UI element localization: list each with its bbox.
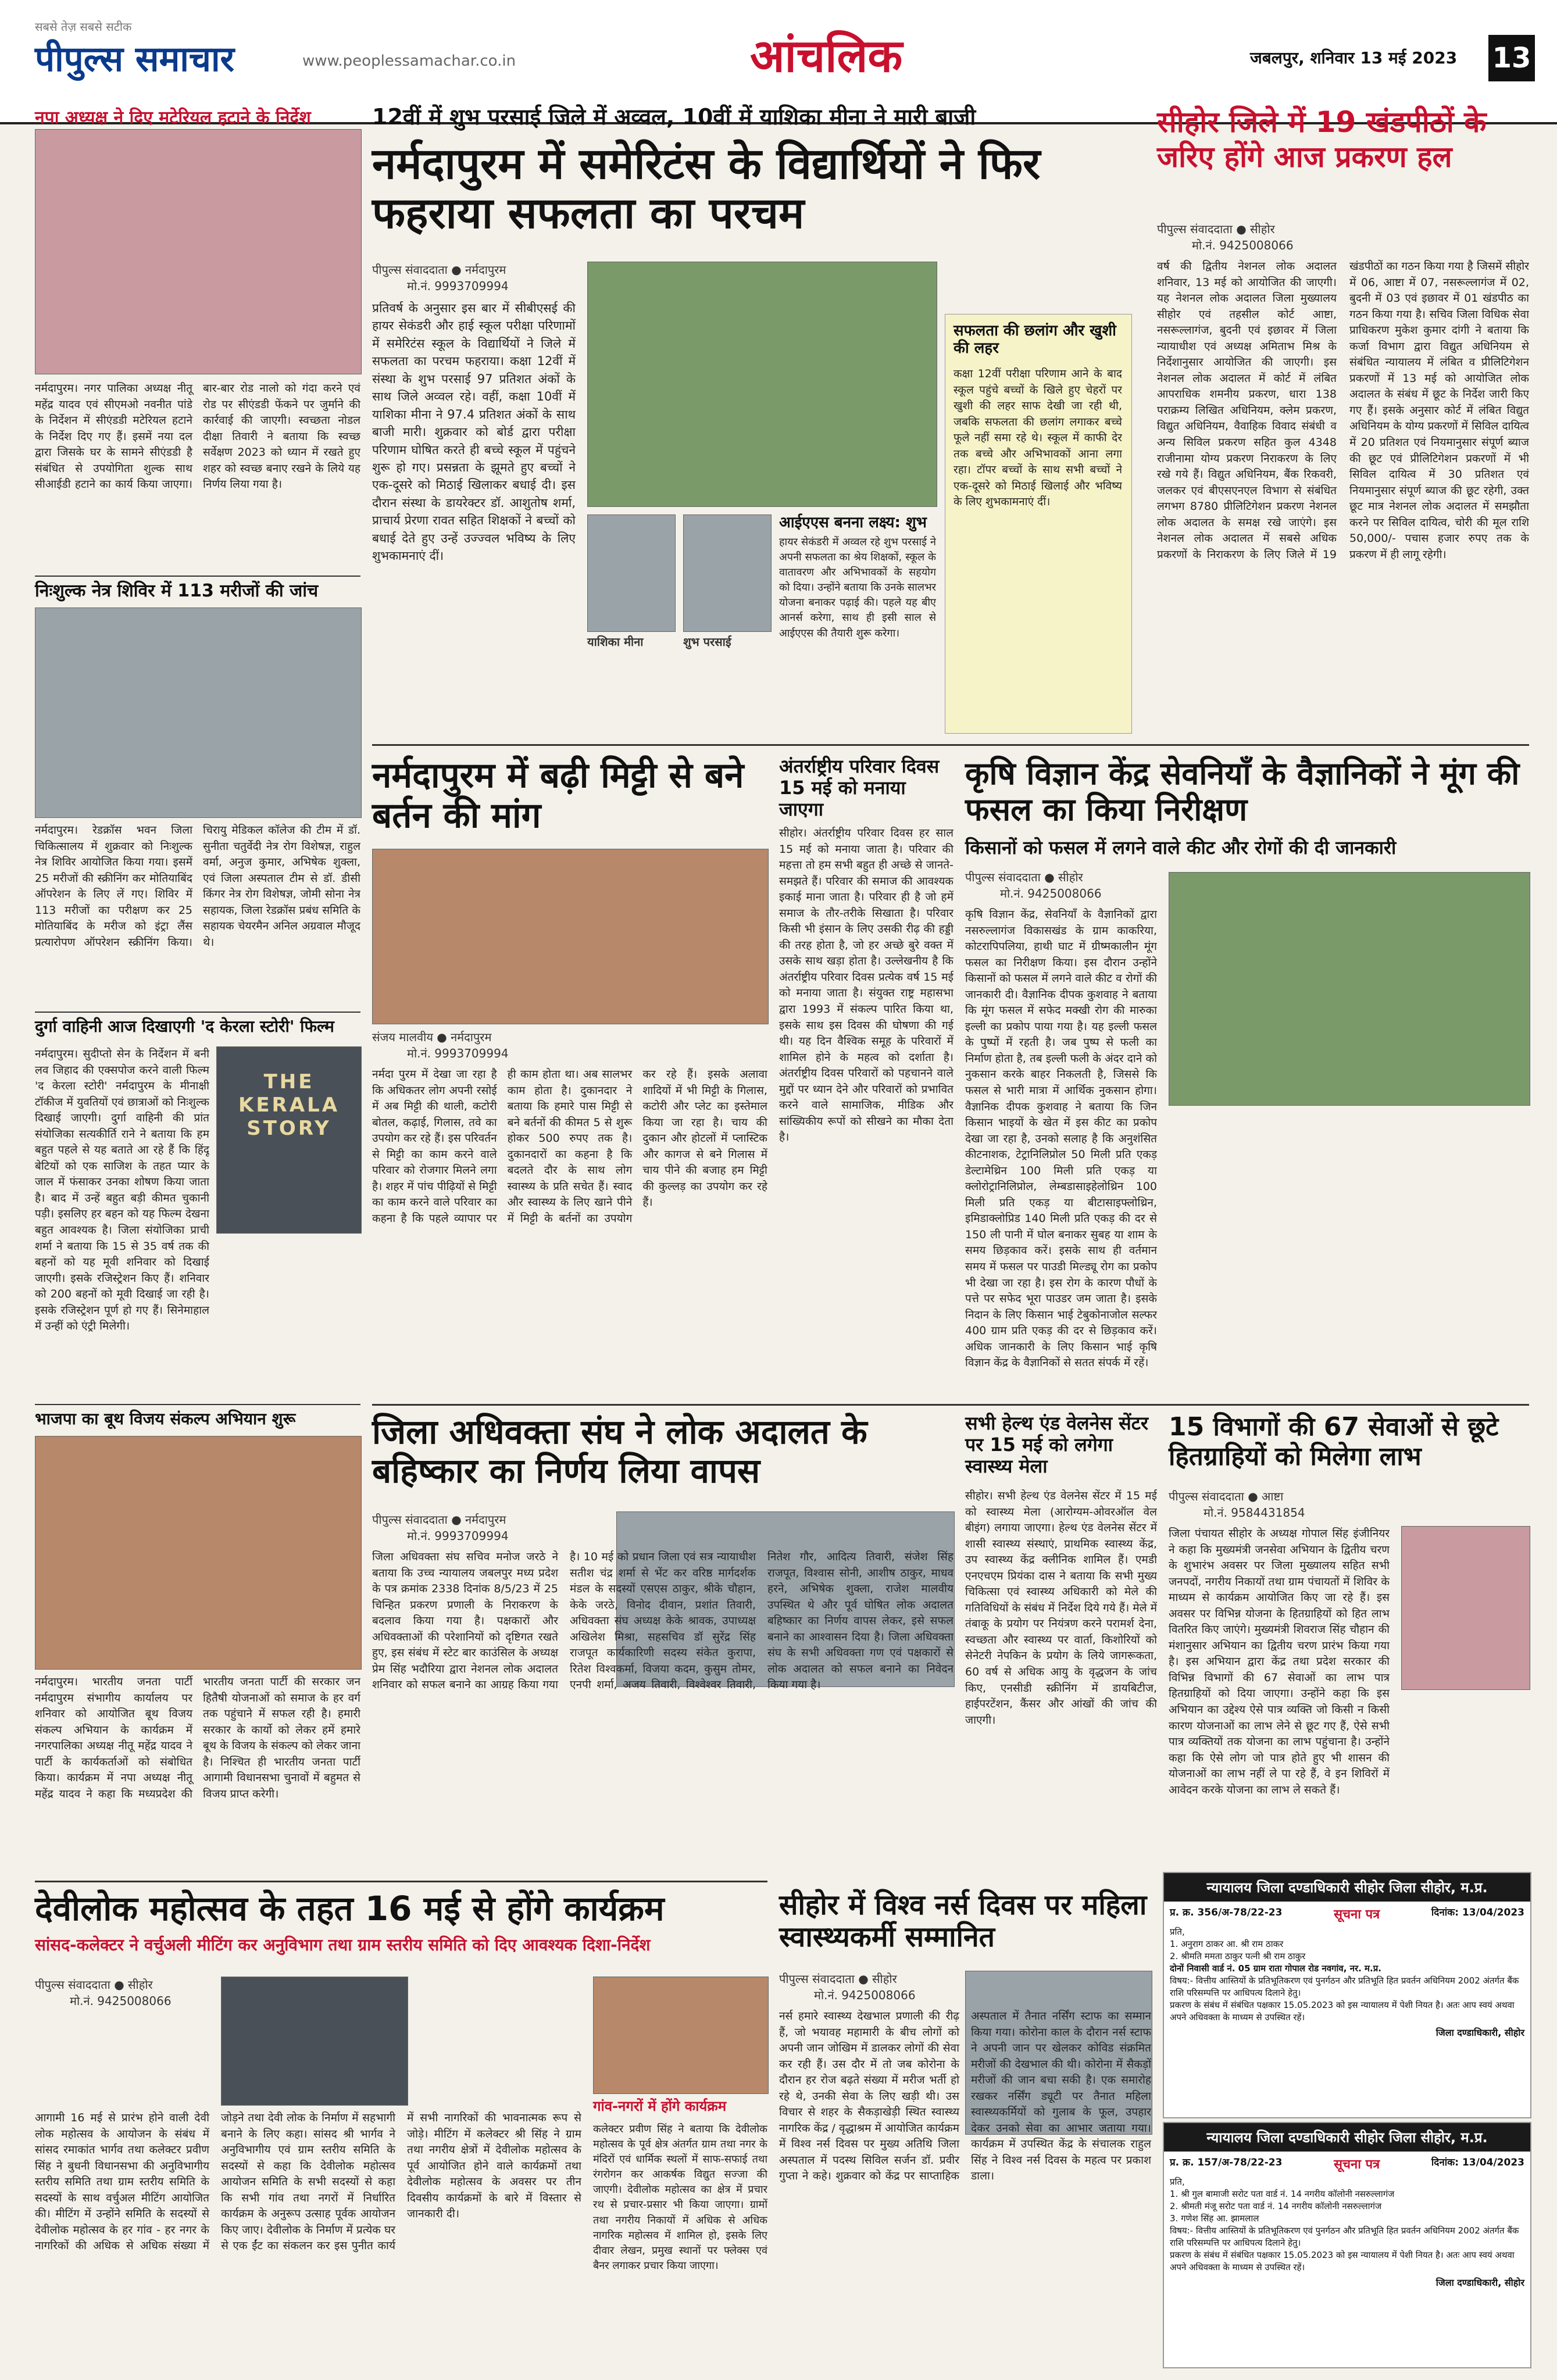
samaritans-headline: नर्मदापुरम में समेरिटंस के विद्यार्थियों ने फिर फहराया सफलता का परचम [372,139,1041,239]
shubh-box-title: आईएएस बनना लक्ष्य: शुभ [779,514,927,531]
yashika-photo [587,514,676,632]
pottery-photo [372,849,769,1024]
samaritans-kicker: 12वीं में शुभ परसाई जिले में अव्वल, 10वीं में याशिका मीना ने मारी बाजी [372,104,976,130]
notice-1-case-no: प्र. क्र. 356/अ-78/22-23 [1170,1907,1283,1918]
lawyers-headline: जिला अधिवक्ता संघ ने लोक अदालत के बहिष्कार का निर्णय लिया वापस [372,1412,867,1491]
services-byline: पीपुल्स संवाददाता ● आष्टा [1169,1489,1284,1503]
notice-line: विषय:- वित्तीय आस्तियों के प्रतिभूतिकरण एवं पुनर्गठन और प्रतिभूति हित प्रवर्तन अधिनियम 2002 अंतर्गत बैंक राशि परिसम्पत्ति पर आधिपत्य दिलाने हेतु। [1170,1975,1519,1998]
nurses-phone: मो.नं. 9425008066 [814,1988,916,2002]
notice-2-label: सूचना पत्र [1334,2157,1380,2172]
family-day-body: सीहोर। अंतर्राष्ट्रीय परिवार दिवस हर साल 15 मई को मनाया जाता है। परिवार की महत्ता तो हम सभी बहुत ही अच्छे से जानते-समझते हैं। परिवार की समाज की आवश्यक इकाई माना जाता है। परिवार ही है जो हमें समाज के तौर-तरीके सिखाता है। परिवार किसी भी इंसान के लिए उसकी रीढ़ की हड्डी की तरह होता है, जो हर अच्छे बुरे वक्त में उसके साथ खड़ा होता है। उल्लेखनीय है कि अंतर्राष्ट्रीय परिवार दिवस प्रत्येक वर्ष 15 मई को मनाया जाता है। संयुक्त राष्ट्र महासभा द्वारा 1993 में संकल्प पारित किया था, इसके साथ इस दिवस की घोषणा की गई थी। यह दिन वैश्विक समूह के परिवारों में शामिल होने के महत्व को दर्शाता है। अंतर्राष्ट्रीय दिवस परिवारों को पहचानने वाले मुद्दों पर ध्यान देने और परिवारों को प्रभावित करने वाले सामाजिक, मीडिक और सांख्यिकीय रूपों को सीखने का मौका देता है। [779,827,954,1144]
divider [35,1012,360,1013]
devlok-banner-photo [593,1977,769,2094]
notice-2-signature: जिला दण्डाधिकारी, सीहोर [1435,2277,1524,2288]
notice-line: प्रति, [1170,1927,1185,1937]
notice-line: प्रति, [1170,2177,1185,2187]
notice-line: 1. अनुराग ठाकर आ. श्री राम ठाकर [1170,1939,1284,1949]
lawyers-body: जिला अधिवक्ता संघ सचिव मनोज जरठे ने बताया कि उच्च न्यायालय जबलपुर मध्य प्रदेश के पत्र क्रमांक 2338 दिनांक 8/5/23 में 25 चिन्हित प्रकरण प्रणाली के निराकरण के बदलाव किया गया है। पक्षकारों और अधिवक्ताओं की परेशानियों को दृष्टिगत रखते हुए, इस संबंध में स्टेट बार काउंसिल के अध्यक्ष प्रेम सिंह भदौरिया द्वारा नेशनल लोक अदालत शनिवार को सफल बनाने का आग्रह किया गया है। 10 मई को प्रधान जिला एवं सत्र न्यायाधीश सतीश चंद्र शर्मा से भेंट कर वरिष्ठ मार्गदर्शक मंडल के सदस्यों एसएस ठाकुर, श्रीके चौहान, केके जरठे, विनोद दीवान, प्रशांत तिवारी, अधिवक्ता संघ अध्यक्ष केके श्रावक, उपाध्यक्ष अखिलेश मिश्रा, सहसचिव डॉ सुरेंद्र सिंह राजपूत कार्यकारिणी सदस्य संकेत कुरापा, रितेश विश्वकर्मा, विजया कदम, कुसुम तोमर, एनपी शर्मा, अजय तिवारी, विश्वेश्वर तिवारी, नितेश गौर, आदित्य तिवारी, संजेश सिंह राजपूत, विश्वास सोनी, आशीष ठाकुर, माधव हरने, अभिषेक शुक्ला, राजेश मालवीय उपस्थित थे और पूर्व घोषित लोक अदालत बहिष्कार का निर्णय वापस लेकर, इसे सफल बनाने का आश्वासन दिया है। जिला अधिवक्ता संघ के सभी अधिवक्ता गण एवं पक्षकारों से लोक अदालत को सफल बनाने का निवेदन किया गया है। [372,1550,954,1692]
notice-2-case-no: प्र. क्र. 157/अ-78/22-23 [1170,2157,1283,2168]
divider [35,576,360,577]
durga-headline: दुर्गा वाहिनी आज दिखाएगी 'द केरला स्टोरी' फिल्म [35,1017,334,1036]
notice-line: प्रकरण के संबंध में संबंधित पक्षकार 15.05.2023 को इस न्यायालय में पेशी नियत है। अतः आप स्वयं अथवा अपने अधिवक्ता के माध्यम से उपस्थित रहें। [1170,2250,1515,2272]
lawyers-phone: मो.नं. 9993709994 [407,1529,509,1543]
khandpeeth-phone: मो.नं. 9425008066 [1192,238,1294,252]
health-fair-headline: सभी हेल्थ एंड वेलनेस सेंटर पर 15 मई को लगेगा स्वास्थ्य मेला [965,1412,1148,1477]
devlok-box-body: कलेक्टर प्रवीण सिंह ने बताया कि देवीलोक महोत्सव के पूर्व क्षेत्र अंतर्गत ग्राम तथा नगर के मंदिरों एवं धार्मिक स्थलों में साफ-सफाई तथा रंगरोगन कर आकर्षक विद्युत सज्जा की जाएगी। देवीलोक महोत्सव का क्षेत्र में प्रचार रथ से प्रचार-प्रसार भी किया जाएगा। ग्रामों तथा नगरीय निकायों में अधिक से अधिक नागरिक महोत्सव में शामिल हो, इसके लिए दीवार लेखन, प्रमुख स्थानों पर फ्लेक्स एवं बैनर लगाकर प्रचार किया जाएगा। [593,2123,767,2272]
success-box-title: सफलता की छलांग और खुशी की लहर [954,322,1116,357]
samaritans-phone: मो.नं. 9993709994 [407,279,509,293]
notice-line: 1. श्री गुल बामाजी सरोट पता वार्ड नं. 14 नगरीय कॉलोनी नसरुल्लागंज [1170,2189,1395,2199]
pottery-headline: नर्मदापुरम में बढ़ी मिट्टी से बने बर्तन की मांग [372,755,744,836]
divider [372,744,1529,746]
notice-line: दोनों निवासी वार्ड नं. 05 ग्राम राता गोपाल रोड नवगांव, नर. म.प्र. [1170,1963,1381,1974]
services-phone: मो.नं. 9584431854 [1204,1506,1305,1520]
pottery-byline: संजय मालवीय ● नर्मदापुरम [372,1030,492,1044]
bjp-headline: भाजपा का बूथ विजय संकल्प अभियान शुरू [35,1409,296,1428]
krishi-byline: पीपुल्स संवाददाता ● सीहोर [965,870,1083,884]
samaritans-group-photo [587,262,937,507]
devlok-byline: पीपुल्स संवाददाता ● सीहोर [35,1978,153,1992]
eye-camp-photo [35,607,362,818]
samaritans-byline: पीपुल्स संवाददाता ● नर्मदापुरम [372,263,506,277]
lawyers-byline: पीपुल्स संवाददाता ● नर्मदापुरम [372,1513,506,1527]
notice-line: 3. गणेश सिंह आ. झामलाल [1170,2213,1259,2224]
services-headline: 15 विभागों की 67 सेवाओं से छूटे हितग्राहियों को मिलेगा लाभ [1169,1412,1499,1471]
dateline: जबलपुर, शनिवार 13 मई 2023 [1250,48,1458,67]
notice-2-date: दिनांक: 13/04/2023 [1431,2157,1524,2168]
eye-camp-body: नर्मदापुरम। रेडक्रॉस भवन जिला चिकित्सालय में शुक्रवार को निःशुल्क नेत्र शिविर आयोजित किया गया। इसमें 25 मरीजों की स्क्रीनिंग कर मोतियाबिंद ऑपरेशन के लिए लें गए। शिविर में 113 मरीजों का परीक्षण कर 25 मोतियाबिंद के मरीज को इंट्रा लैंस प्रत्यारोपण ऑपरेशन स्क्रीनिंग किया। चिरायु मेडिकल कॉलेज की टीम में डॉ. सुनीता चतुर्वेदी नेत्र रोग विशेषज्ञ, राहुल वर्मा, अनुज कुमार, अभिषेक शुक्ला, एवं जिला अस्पताल टीम से डॉ. डीसी किंगर नेत्र रोग विशेषज्ञ, जोमी सोना नेत्र सहायक, जिला रेडक्रॉस प्रबंध समिति के सहायक चेयरमैन अनिल अग्रवाल मौजूद थे। [35,824,360,949]
khandpeeth-body: वर्ष की द्वितीय नेशनल लोक अदालत शनिवार, 13 मई को आयोजित की जाएगी। यह नेशनल लोक अदालत जिला मुख्यालय सीहोर एवं तहसील कोर्ट आष्टा, नसरूल्लागंज, बुदनी एवं इछावर में जिला न्यायाधीश एवं अध्यक्ष अमिताभ मिश्र के निर्देशानुसार आयोजित की जाएगी। इस नेशनल लोक अदालत में कोर्ट में लंबित आपराधिक शमनीय प्रकरण, धारा 138 पराक्रम्य लिखित अधिनियम, क्लेम प्रकरण, विद्युत अधिनियम, वैवाहिक विवाद संबंधी व अन्य सिविल प्रकरण सहित कुल 4348 राजीनामा योग्य प्रकरण निराकरण के लिए रखे गये हैं। विद्युत अधिनियम, बैंक रिकवरी, जलकर एवं बीएसएनएल विभाग से संबंधित लगभग 8780 प्रीलिटिगेशन प्रकरण नेशनल लोक अदालत के समक्ष रखे जाएंगे। इस नेशनल लोक अदालत में सबसे अधिक प्रकरणों के निराकरण के लिए जिले में 19 खंडपीठों का गठन किया गया है जिसमें सीहोर में 06, आष्टा में 07, नसरूल्लागंज में 02, बुदनी में 03 एवं इछावर में 01 खंडपीठ का गठन किया गया है। सचिव जिला विधिक सेवा प्राधिकरण मुकेश कुमार दांगी ने बताया कि कर्जा विभाग द्वारा विद्युत अधिनियम से संबंधित न्यायालय में लंबित व प्रीलिटिगेशन प्रकरणों में 13 मई को आयोजित लोक अदालत के संबंध में छूट के निर्देश जारी किए गए हैं। इसके अनुसार कोर्ट में लंबित विद्युत अधिनियम के योग्य प्रकरणों में सिविल दायित्व में 20 प्रतिशत एवं नियमानुसार संपूर्ण ब्याज की छूट एवं प्रीलिटिगेशन प्रकरणों में भी सिविल दायित्व में 30 प्रतिशत एवं नियमानुसार संपूर्ण ब्याज की छूट रहेगी, उक्त छूट मात्र नेशनल लोक अदालत में समझौता करने पर सिविल दायित्व, चोरी की मूल राशि 50,000/- पचास हजार रुपए तक के प्रकरण में ही लागू रहेगी। [1157,260,1529,561]
eye-camp-headline: निःशुल्क नेत्र शिविर में 113 मरीजों की जांच [35,581,319,601]
divider [372,1404,1529,1406]
devlok-headline: देवीलोक महोत्सव के तहत 16 मई से होंगे कार्यक्रम [35,1889,665,1928]
nurses-byline: पीपुल्स संवाददाता ● सीहोर [779,1972,897,1986]
nurses-headline: सीहोर में विश्व नर्स दिवस पर महिला स्वास्थ्यकर्मी सम्मानित [779,1889,1147,1954]
yashika-caption: याशिका मीना [587,635,644,649]
services-body: जिला पंचायत सीहोर के अध्यक्ष गोपाल सिंह इंजीनियर ने कहा कि मुख्यमंत्री जनसेवा अभियान के द्वितीय चरण के शुभारंभ अवसर पर जिला मुख्यालय सहित सभी जनपदों, नगरीय निकायों तथा ग्राम पंचायतों में शिविर के माध्यम से कार्यक्रम आयोजित किए जा रहे हैं। इस अवसर पर विभिन्न योजना के हितग्राहियों को हित लाभ वितरित किए जाएंगे। मुख्यमंत्री शिवराज सिंह चौहान की मंशानुसार अभियान का द्वितीय चरण प्रारंभ किया गया है। इस अभियान द्वारा केंद्र तथा प्रदेश सरकार की विभिन्न विभागों की 67 सेवाओं का लाभ पात्र हितग्राहियों को दिया जाएगा। उन्होंने कहा कि इस अभियान का उद्देश्य ऐसे पात्र व्यक्ति जो किसी न किसी कारण योजनाओं का लाभ लेने से छूट गए हैं, ऐसे सभी पात्र व्यक्तियों तक योजना का लाभ पहुंचाना है। उन्होंने कहा कि ऐसे लोग जो पात्र होते हुए भी शासन की योजनाओं का लाभ नहीं ले पा रहे हैं, वे इन शिविरों में आवेदन करके योजना का लाभ ले सकते हैं। [1169,1527,1390,1796]
napa-headline: नपा अध्यक्ष ने दिए मटेरियल हटाने के निर्देश [35,108,311,128]
notice-line: विषय:- वित्तीय आस्तियों के प्रतिभूतिकरण एवं पुनर्गठन और प्रतिभूति हित प्रवर्तन अधिनियम 2002 अंतर्गत बैंक राशि परिसम्पत्ति पर आधिपत्य दिलाने हेतु। [1170,2225,1519,2248]
gopal-singh-photo [1401,1526,1530,1690]
court-notice-2 [1163,2122,1531,2368]
shubh-caption: शुभ परसाई [683,635,731,649]
krishi-subtitle: किसानों को फसल में लगने वाले कीट और रोगों की दी जानकारी [965,837,1397,859]
pottery-phone: मो.नं. 9993709994 [407,1046,509,1060]
family-day-headline: अंतर्राष्ट्रीय परिवार दिवस 15 मई को मनाया जाएगा [779,755,940,820]
notice-1-lines [1164,1926,1530,2024]
notice-1-date: दिनांक: 13/04/2023 [1431,1907,1524,1918]
section-title: आंचलिक [750,30,903,83]
notice-line: 2. श्रीमती मंजू सरोट पता वार्ड नं. 14 नगरीय कॉलोनी नसरुल्लागंज [1170,2201,1382,2211]
court-notice-1 [1163,1872,1531,2118]
kerala-story-poster [216,1046,362,1234]
durga-body: नर्मदापुरम। सुदीप्तो सेन के निर्देशन में बनी लव जिहाद की एक्सपोज करने वाली फिल्म 'द केरला स्टोरी' नर्मदापुरम के मीनाक्षी टॉकीज में युवतियों एवं छात्राओं को निःशुल्क दिखाई जाएगी। दुर्गा वाहिनी की प्रांत संयोजिका सत्यकीर्ति राने ने बताया कि हम बहुत पहले से यह बताते आ रहे हैं कि हिंदू बेटियों को एक साजिश के तहत प्यार के जाल में फंसाकर उनका शोषण किया जाता है। बाद में उन्हें बहुत बड़ी कीमत चुकानी पड़ी। इसलिए हर बहन को यह फिल्म देखना बहुत आवश्यक है। जिला संयोजिका प्राची शर्मा ने बताया कि 15 से 35 वर्ष तक की बहनों को यह मूवी शनिवार को दिखाई जाएगी। इसके रजिस्ट्रेशन किए हैं। शनिवार को 200 बहनों को मूवी दिखाई जा रही है। इसके रजिस्ट्रेशन पूर्ण हो गए हैं। सिनेमाहाल में उन्हीं को एंट्री मिलेगी। [35,1048,209,1333]
napa-photo [35,129,362,374]
devlok-phone: मो.नं. 9425008066 [70,1994,172,2008]
poster-title: THE KERALA STORY [238,1070,340,1140]
bjp-body: नर्मदापुरम। भारतीय जनता पार्टी नर्मदापुरम संभागीय कार्यालय पर शनिवार को आयोजित बूथ विजय संकल्प अभियान के कार्यक्रम में नगरपालिका अध्यक्ष नीतू महेंद्र यादव ने पार्टी के कार्यकर्ताओं को संबोधित किया। कार्यक्रम में नपा अध्यक्ष नीतू महेंद्र यादव ने कहा कि मध्यप्रदेश की भारतीय जनता पार्टी की सरकार जन हितैषी योजनाओं को समाज के हर वर्ग तक पहुंचाने में सफल रही है। हमारी सरकार के कार्यो को लेकर हमें हमारे बूथ के विजय के संकल्प को लेकर जाना है। निश्चित ही भारतीय जनता पार्टी आगामी विधानसभा चुनावों में बहुमत से विजय प्राप्त करेगी। [35,1675,360,1800]
notice-1-label: सूचना पत्र [1334,1907,1380,1922]
divider [35,1881,767,1882]
devlok-meeting-photo [221,1977,408,2106]
shubh-photo [683,514,772,632]
devlok-subtitle: सांसद-कलेक्टर ने वर्चुअली मीटिंग कर अनुविभाग तथा ग्राम स्तरीय समिति को दिए आवश्यक दिशा-निर्देश [35,1935,651,1954]
samaritans-body: प्रतिवर्ष के अनुसार इस बार में सीबीएसई की हायर सेकंडरी और हाई स्कूल परीक्षा परिणामों में समेरिटंस स्कूल के विद्यार्थियों ने जिले में सफलता का परचम फहराया। कक्षा 12वीं में संस्था के शुभ परसाई 97 प्रतिशत अंकों के साथ जिले अव्वल रहे। वहीं, कक्षा 10वीं में याशिका मीना ने 97.4 प्रतिशत अंकों के साथ बाजी मारी। शुक्रवार को बोर्ड द्वारा परीक्षा परिणाम घोषित करते ही बच्चे स्कूल में पहुंचने शुरू हो गए। प्रसन्नता के झूमते हुए बच्चों ने एक-दूसरे को मिठाई खिलाकर बधाई दी। इस दौरान संस्था के डायरेक्टर डॉ. आशुतोष शर्मा, प्राचार्य प्रेरणा रावत सहित शिक्षकों ने बच्चों को बधाई देते हुए उन्हें उज्ज्वल भविष्य के लिए शुभकामनाएं दीं। [372,301,576,563]
krishi-body: कृषि विज्ञान केंद्र, सेवनियाँ के वैज्ञानिकों द्वारा नसरुल्लागंज विकासखंड के ग्राम काकरिया, कोटरापिपलिया, हाथी घाट में ग्रीष्मकालीन मूंग फसल का निरीक्षण किया। इस दौरान उन्होंने किसानों को फसल में लगने वाले कीट व रोगों की जानकारी दी। वैज्ञानिक दीपक कुशवाह ने बताया कि मूंग फसल में सफेद मक्खी रोग की मारुका इल्ली का प्रकोप पाया गया है। यह इल्ली फसल के पुष्पों में रहती है। जब पुष्प से फली का निर्माण होता है, तब इल्ली फली के अंदर दाने को नुकसान करके बाहर निकलती है, जिससे कि फसल से भारी मात्रा में आर्थिक नुकसान होगा। वैज्ञानिक दीपक कुशवाह ने बताया कि जिन किसान भाइयों के खेत में इस कीट का प्रकोप देखा जा रहा है, उनको सलाह है कि अनुशंसित कीटनाशक, टेट्रानिलिप्रोल 50 मिली प्रति एकड़ डेल्टामेथ्रिन 100 मिली प्रति एकड़ या क्लोरोट्रानिलिप्रोल, लेम्बडासाइहेलोथ्रिन 100 मिली प्रति एकड़ या बीटासाइफ्लोथ्रिन, इमिडाक्लोप्रिड 140 मिली प्रति एकड़ की दर से 150 ली पानी में घोल बनाकर सुबह या शाम के समय छिड़काव करें। इसके साथ ही वर्तमान समय में फसल पर पाउडी मिल्ड्यू रोग का प्रकोप भी देखा जा रहा है। इस रोग के कारण पौधों के पत्ते पर सफेद भूरा पाउडर जम जाता है। इसके निदान के लिए किसान भाई टेबुकोनाजोल सल्फर 400 ग्राम प्रति एकड़ की दर से छिड़काव करें। अधिक जानकारी के लिए किसान भाई कृषि विज्ञान केंद्र के वैज्ञानिकों से सतत संपर्क में रहें। [965,908,1157,1370]
khandpeeth-byline: पीपुल्स संवाददाता ● सीहोर [1157,222,1275,236]
page-number: 13 [1488,35,1535,81]
newspaper-logo[interactable]: पीपुल्स समाचार [35,39,235,80]
krishi-headline: कृषि विज्ञान केंद्र सेवनियाँ के वैज्ञानिकों ने मूंग की फसल का किया निरीक्षण [965,755,1520,828]
devlok-body: आगामी 16 मई से प्रारंभ होने वाली देवी लोक महोत्सव के आयोजन के संबंध में सांसद रमाकांत भार्गव तथा कलेक्टर प्रवीण सिंह ने बुधनी विधानसभा की अनुविभागीय स्तरीय समिति तथा ग्राम स्तरीय समिति के सदस्यों के साथ वर्चुअल मीटिंग आयोजित की। मीटिंग में उन्होंने समिति के सदस्यों से देवीलोक महोत्सव के हर गांव - हर नगर के नागरिकों की अधिक से अधिक संख्या में जोड़ने तथा देवी लोक के निर्माण में सहभागी बनाने के लिए कहा। सांसद श्री भार्गव ने अनुविभागीय एवं ग्राम स्तरीय समिति के सदस्यों से कहा कि देवीलोक महोत्सव आयोजन समिति के सभी सदस्यों से कहा कि सभी गांव तथा नगरों में निर्धारित कार्यक्रम के अनुरूप उत्साह पूर्वक आयोजन किए जाए। देवीलोक के निर्माण में प्रत्येक घर से एक ईंट का संकलन कर इस पुनीत कार्य में सभी नागरिकों की भावनात्मक रूप से जोड़े। मीटिंग में कलेक्टर श्री सिंह ने ग्राम तथा नगरीय क्षेत्रों में देवीलोक महोत्सव के पूर्व आयोजित होने वाले कार्यक्रमों तथा देवीलोक महोत्सव के अवसर पर तीन दिवसीय कार्यक्रमों के बारे में विस्तार से जानकारी दी। [35,2111,581,2253]
notice-1-signature: जिला दण्डाधिकारी, सीहोर [1435,2027,1524,2038]
success-box-body: कक्षा 12वीं परीक्षा परिणाम आने के बाद स्कूल पहुंचे बच्चों के खिले हुए चेहरों पर खुशी की लहर साफ देखी जा रही थी, जबकि सफलता की छलांग लगाकर बच्चे फूले नहीं समा रहे थे। स्कूल में काफी देर तक बच्चे और अभिभावकों आना लगा रहा। टॉपर बच्चों के साथ सभी बच्चों ने एक-दूसरे को मिठाई खिलाई और भविष्य के लिए शुभकामनाएं दीं। [954,367,1122,509]
devlok-box-title: गांव-नगरों में होंगे कार्यक्रम [593,2098,727,2114]
health-fair-body: सीहोर। सभी हेल्थ एंड वेलनेस सेंटर में 15 मई को स्वास्थ्य मेला (आरोग्यम-ओवरऑल वेल बीइंग) लगाया जाएगा। हेल्थ एंड वेलनेस सेंटर में शासी स्वास्थ्य संस्थाएं, प्राथमिक स्वास्थ्य केंद्र, उप स्वास्थ्य केंद्र क्लीनिक शामिल हैं। एमडी एनएचएम प्रियंका दास ने बताया कि सभी मुख्य चिकित्सा एवं स्वास्थ्य अधिकारी को मेले की गतिविधियों के संबंध में निर्देश दिये गये हैं। मेले में तंबाकू के प्रयोग पर नियंत्रण करने परामर्श देना, स्वच्छता और स्वास्थ्य पर वार्ता, किशोरियों को सेनेटरी नेपकिन के प्रयोग के लिये जागरूकता, 60 वर्ष से अधिक आयु के वृद्धजन के जांच किए, एनसीडी स्क्रीनिंग में डायबिटीज, हाईपरटेंशन, कैंसर और आंखों की जांच की जाएगी। [965,1489,1157,1727]
krishi-photo [1169,872,1530,1106]
pottery-body: नर्मदा पुरम में देखा जा रहा है कि अधिकतर लोग अपनी रसोई में अब मिट्टी की थाली, कटोरी बोतल, कढ़ाई, गिलास, तवे का उपयोग कर रहे हैं। इस परिवर्तन से मिट्टी का काम करने वाले परिवार को रोजगार मिलने लगा है। शहर में पांच पीढ़ियों से मिट्टी का काम करने वाले परिवार का कहना है कि पहले व्यापार पर ही काम होता था। अब सालभर काम होता है। दुकानदार ने बताया कि हमारे पास मिट्टी से बने बर्तनों की कीमत 5 से शुरू होकर 500 रुपए तक है। दुकानदारों का कहना है कि बदलते दौर के साथ लोग स्वास्थ्य के प्रति सचेत हैं। स्वाद और स्वास्थ्य के लिए खाने पीने में मिट्टी के बर्तनों का उपयोग कर रहे हैं। इसके अलावा शादियों में भी मिट्टी के गिलास, कटोरी और प्लेट का इस्तेमाल किया जा रहा है। चाय की दुकान और होटलों में प्लास्टिक और कागज से बने गिलास में चाय पीने की बजाह हम मिट्टी की कुल्लड़ का उपयोग कर रहे हैं। [372,1068,767,1225]
notice-line: 2. श्रीमति ममता ठाकुर पत्नी श्री राम ठाकुर [1170,1951,1306,1961]
krishi-phone: मो.नं. 9425008066 [1000,887,1102,900]
notice-line: प्रकरण के संबंध में संबंधित पक्षकार 15.05.2023 को इस न्यायालय में पेशी नियत है। अतः आप स्वयं अथवा अपने अधिवक्ता के माध्यम से उपस्थित रहें। [1170,2000,1515,2022]
bjp-photo [35,1436,362,1670]
notice-1-office: न्यायालय जिला दण्डाधिकारी सीहोर जिला सीहोर, म.प्र. [1164,1873,1530,1902]
website-url[interactable]: www.peoplessamachar.co.in [302,52,516,70]
nurses-body: नर्स हमारे स्वास्थ्य देखभाल प्रणाली की रीढ़ हैं, जो भयावह महामारी के बीच लोगों को अपनी जान जोखिम में डालकर लोगों की सेवा कर रही हैं। उस दौर में तो जब कोरोना के दौरान हर रोज बढ़ते संख्या में मरीज भर्ती हो रहे थे, उनकी सेवा के लिए खड़ी थी। उस विचार से शहर के सैकड़ाखेड़ी स्थित स्वास्थ्य नागरिक केंद्र / वृद्धाश्रम में आयोजित कार्यक्रम में विश्व नर्स दिवस पर मुख्य अतिथि जिला अस्पताल में पदस्थ सिविल सर्जन डॉ. प्रवीर गुप्ता ने कहे। शुक्रवार को केंद्र पर साप्ताहिक अस्पताल में तैनात नर्सिंग स्टाफ का सम्मान किया गया। कोरोना काल के दौरान नर्स स्टाफ ने अपनी जान पर खेलकर कोविड संक्रमित मरीजों की देखभाल की थी। कोरोना में सैकड़ों मरीजों की जान बचा सकी है। एक समारोह रखकर नर्सिंग ड्यूटी पर तैनात महिला स्वास्थ्यकर्मियों को गुलाब के फूल, उपहार देकर उनको सेवा का आभार जताया गया। कार्यक्रम में उपस्थित केंद्र के संचालक राहुल सिंह ने विश्व नर्स दिवस के महत्व पर प्रकाश डाला। [779,2010,1151,2183]
logo-tagline: सबसे तेज़ सबसे सटीक [35,20,132,34]
khandpeeth-headline: सीहोर जिले में 19 खंडपीठों के जरिए होंगे आज प्रकरण हल [1157,105,1487,174]
napa-body: नर्मदापुरम। नगर पालिका अध्यक्ष नीतू महेंद्र यादव एवं सीएमओ नवनीत पांडे के निर्देशन में सीएंडडी मटेरियल हटाने के निर्देश दिए गए हैं। इसमें नया दल द्वारा जिसके घर के सामने सीएंडडी है संबंधित से उपयोगिता शुल्क साथ सीआईडी हटाने का कार्य किया जाएगा। बार-बार रोड नालो को गंदा करने एवं रोड पर सीएंडडी फेंकने पर जुर्माने की कार्रवाई की जाएगी। स्वच्छता नोडल दीक्षा तिवारी ने बताया कि स्वच्छ सर्वेक्षण 2023 को ध्यान में रखते हुए शहर को स्वच्छ बनाए रखने के लिये यह निर्णय लिया गया है। [35,382,360,491]
notice-2-office: न्यायालय जिला दण्डाधिकारी सीहोर जिला सीहोर, म.प्र. [1164,2123,1530,2152]
divider [35,1404,360,1405]
notice-2-lines [1164,2176,1530,2274]
shubh-box-body: हायर सेकंडरी में अव्वल रहे शुभ परसाई ने अपनी सफलता का श्रेय शिक्षकों, स्कूल के वातावरण और अभिभावकों के सहयोग को दिया। उन्होंने बताया कि उनके सालभर योजना बनाकर पढ़ाई की। पहले यह बीए आनर्स करेगा, साथ ही इसी साल से आईएएस की तैयारी शुरू करेगा। [779,536,936,639]
